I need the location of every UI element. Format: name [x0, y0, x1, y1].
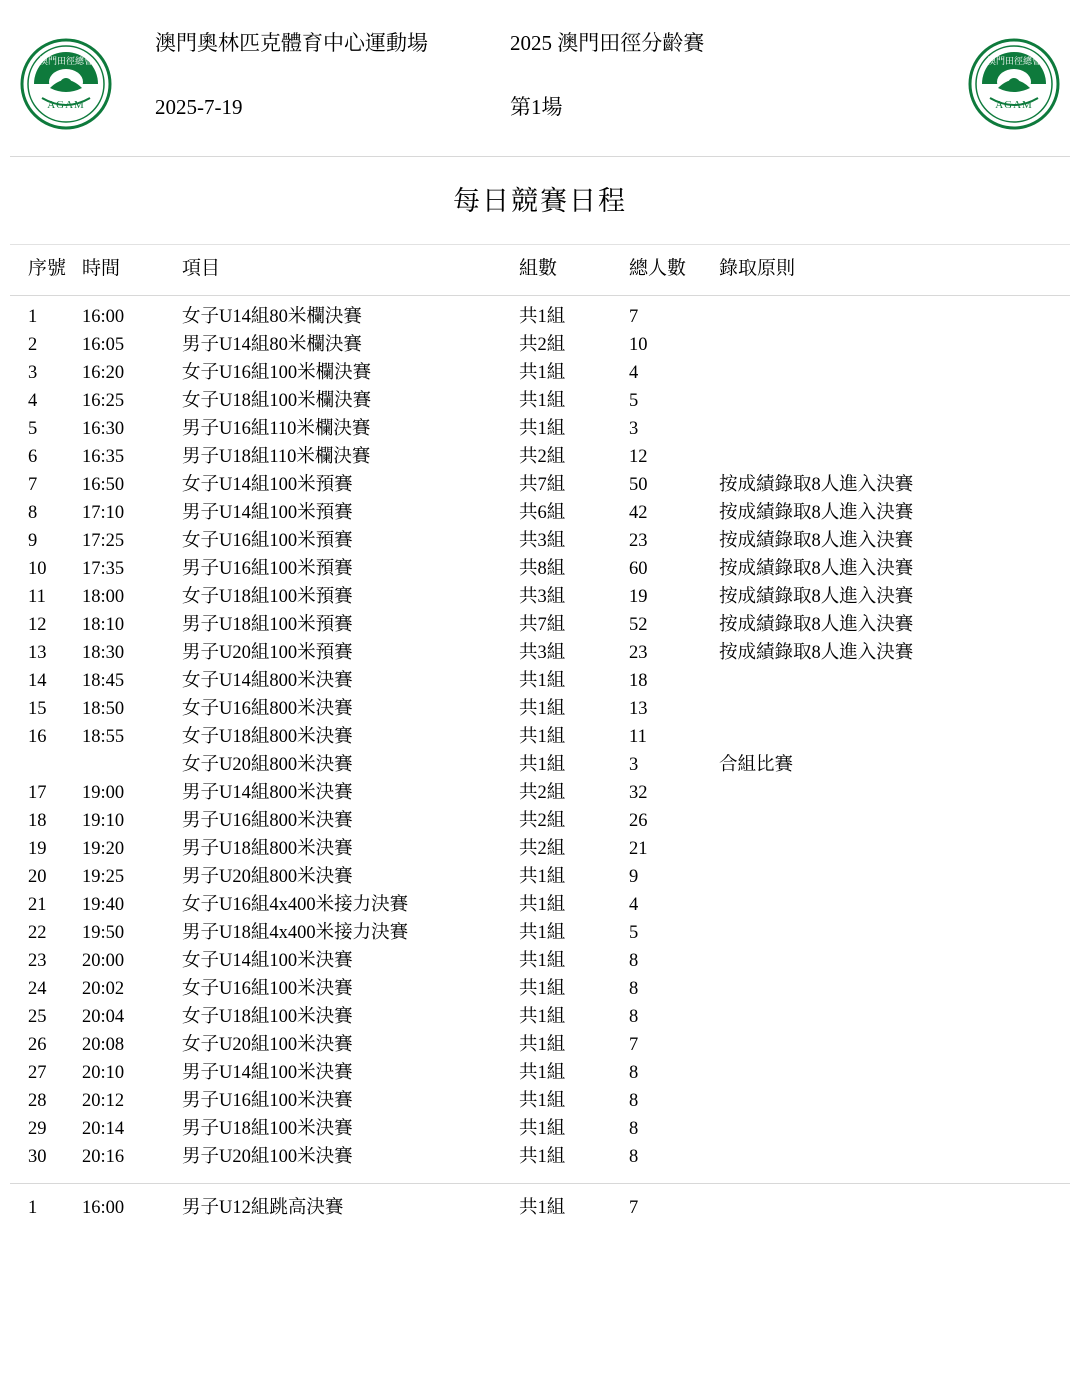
- cell-total: 52: [629, 615, 648, 635]
- cell-event: 女子U16組4x400米接力決賽: [182, 895, 409, 915]
- cell-groups: 共1組: [519, 979, 566, 999]
- cell-event: 女子U16組800米決賽: [182, 699, 353, 719]
- cell-time: 20:02: [82, 979, 125, 999]
- cell-total: 12: [629, 447, 648, 467]
- cell-total: 8: [629, 1007, 639, 1027]
- cell-event: 男子U16組800米決賽: [182, 811, 353, 831]
- cell-groups: 共3組: [519, 531, 566, 551]
- cell-total: 9: [629, 867, 639, 887]
- cell-event: 男子U16組110米欄決賽: [182, 419, 371, 439]
- cell-seq: 27: [28, 1063, 47, 1083]
- cell-groups: 共6組: [519, 503, 566, 523]
- table-row: [10, 443, 1070, 471]
- cell-total: 4: [629, 363, 639, 383]
- table-row: [10, 1003, 1070, 1031]
- cell-time: 19:10: [82, 811, 125, 831]
- cell-time: 17:25: [82, 531, 125, 551]
- cell-event: 男子U18組100米預賽: [182, 615, 353, 635]
- cell-groups: 共1組: [519, 727, 566, 747]
- cell-total: 23: [629, 643, 648, 663]
- table-row: [10, 947, 1070, 975]
- meet-name: 2025 澳門田徑分齡賽: [510, 31, 705, 55]
- cell-rule: [719, 667, 1070, 695]
- cell-time: 20:04: [82, 1007, 125, 1027]
- cell-rule: [719, 1031, 1070, 1059]
- section-separator-body: [10, 1171, 1070, 1194]
- venue-name: 澳門奧林匹克體育中心運動場: [155, 31, 428, 55]
- cell-seq: 16: [28, 727, 47, 747]
- cell-time: 18:10: [82, 615, 125, 635]
- cell-time: 20:00: [82, 951, 125, 971]
- cell-seq: [10, 751, 82, 779]
- agam-logo-left-icon: [20, 38, 112, 130]
- cell-groups: 共1組: [519, 1063, 566, 1083]
- table-header-separator: [10, 290, 1070, 303]
- cell-time: [82, 751, 174, 779]
- cell-event: 男子U14組100米決賽: [182, 1063, 353, 1083]
- table-row: [10, 891, 1070, 919]
- cell-rule: [719, 779, 1070, 807]
- cell-time: 19:20: [82, 839, 125, 859]
- page-title: 每日競賽日程: [453, 186, 627, 216]
- cell-event: 男子U14組100米預賽: [182, 503, 353, 523]
- cell-total: 5: [629, 391, 639, 411]
- cell-time: 18:00: [82, 587, 125, 607]
- table-row: [10, 499, 1070, 527]
- cell-rule: [719, 919, 1070, 947]
- table-row: [10, 1059, 1070, 1087]
- cell-total: 4: [629, 895, 639, 915]
- cell-groups: 共1組: [519, 391, 566, 411]
- cell-event: 女子U14組100米預賽: [182, 475, 353, 495]
- cell-total: 42: [629, 503, 648, 523]
- cell-event: 女子U20組100米決賽: [182, 1035, 353, 1055]
- cell-event: 女子U18組100米決賽: [182, 1007, 353, 1027]
- cell-seq: 8: [28, 503, 38, 523]
- cell-total: 7: [629, 307, 639, 327]
- cell-rule: [719, 1059, 1070, 1087]
- cell-rule: [719, 1194, 1070, 1222]
- cell-seq: 20: [28, 867, 47, 887]
- track-events-body: [10, 303, 1070, 1171]
- cell-time: 20:10: [82, 1063, 125, 1083]
- cell-event: 女子U14組80米欄決賽: [182, 307, 362, 327]
- cell-groups: 共1組: [519, 671, 566, 691]
- cell-event: 女子U16組100米決賽: [182, 979, 353, 999]
- cell-event: 女子U14組800米決賽: [182, 671, 353, 691]
- cell-time: 18:50: [82, 699, 125, 719]
- cell-seq: 4: [28, 391, 38, 411]
- table-row: [10, 807, 1070, 835]
- cell-event: 女子U18組100米預賽: [182, 587, 353, 607]
- cell-seq: 23: [28, 951, 47, 971]
- table-row: [10, 723, 1070, 751]
- table-row: [10, 387, 1070, 415]
- table-row: [10, 751, 1070, 779]
- cell-total: 3: [629, 755, 639, 775]
- cell-rule: 按成績錄取8人進入決賽: [719, 587, 914, 607]
- table-row: [10, 1143, 1070, 1171]
- column-header-time: 時間: [82, 258, 121, 279]
- cell-groups: 共2組: [519, 447, 566, 467]
- cell-event: 男子U18組100米決賽: [182, 1119, 353, 1139]
- cell-seq: 2: [28, 335, 38, 355]
- cell-total: 32: [629, 783, 648, 803]
- table-row: [10, 835, 1070, 863]
- cell-rule: [719, 891, 1070, 919]
- cell-seq: 25: [28, 1007, 47, 1027]
- cell-event: 女子U16組100米預賽: [182, 531, 353, 551]
- cell-event: 男子U14組80米欄決賽: [182, 335, 362, 355]
- table-row: [10, 611, 1070, 639]
- cell-rule: [719, 387, 1070, 415]
- cell-event: 男子U12組跳高決賽: [182, 1198, 344, 1218]
- cell-time: 16:30: [82, 419, 125, 439]
- agam-logo-right-icon: [968, 38, 1060, 130]
- cell-time: 16:25: [82, 391, 125, 411]
- cell-total: 7: [629, 1035, 639, 1055]
- header-row-venue-meet: [155, 26, 925, 60]
- cell-time: 16:20: [82, 363, 125, 383]
- column-header-groups: 組數: [519, 258, 558, 279]
- cell-total: 8: [629, 1091, 639, 1111]
- cell-rule: [719, 443, 1070, 471]
- cell-total: 13: [629, 699, 648, 719]
- cell-total: 23: [629, 531, 648, 551]
- cell-rule: 按成績錄取8人進入決賽: [719, 615, 914, 635]
- cell-groups: 共2組: [519, 335, 566, 355]
- cell-seq: 11: [28, 587, 46, 607]
- cell-seq: 5: [28, 419, 38, 439]
- cell-rule: [719, 415, 1070, 443]
- cell-time: 18:30: [82, 643, 125, 663]
- field-events-body: [10, 1194, 1070, 1222]
- cell-total: 8: [629, 951, 639, 971]
- cell-groups: 共1組: [519, 1119, 566, 1139]
- cell-event: 女子U20組800米決賽: [182, 755, 353, 775]
- cell-seq: 6: [28, 447, 38, 467]
- title-section: [10, 157, 1070, 238]
- cell-total: 8: [629, 1119, 639, 1139]
- column-header-seq: 序號: [28, 258, 67, 279]
- cell-seq: 9: [28, 531, 38, 551]
- column-header-total: 總人數: [629, 258, 687, 279]
- cell-groups: 共1組: [519, 1198, 566, 1218]
- cell-total: 7: [629, 1198, 639, 1218]
- cell-rule: [719, 807, 1070, 835]
- table-row: [10, 471, 1070, 499]
- table-row: [10, 975, 1070, 1003]
- cell-groups: 共1組: [519, 1147, 566, 1167]
- cell-seq: 22: [28, 923, 47, 943]
- cell-rule: [719, 975, 1070, 1003]
- table-row: [10, 919, 1070, 947]
- cell-event: 女子U18組800米決賽: [182, 727, 353, 747]
- table-row: [10, 639, 1070, 667]
- cell-groups: 共2組: [519, 811, 566, 831]
- cell-time: 20:08: [82, 1035, 125, 1055]
- cell-total: 10: [629, 335, 648, 355]
- header-text-block: [10, 26, 1070, 124]
- cell-time: 19:25: [82, 867, 125, 887]
- document-header: [10, 0, 1070, 150]
- cell-seq: 3: [28, 363, 38, 383]
- cell-time: 18:45: [82, 671, 125, 691]
- section-divider: [10, 1171, 1070, 1194]
- header-row-date-session: [155, 90, 925, 124]
- cell-total: 26: [629, 811, 648, 831]
- table-row: [10, 527, 1070, 555]
- cell-groups: 共2組: [519, 839, 566, 859]
- cell-total: 3: [629, 419, 639, 439]
- cell-seq: 1: [28, 307, 38, 327]
- cell-time: 16:05: [82, 335, 125, 355]
- cell-rule: [719, 695, 1070, 723]
- cell-groups: 共1組: [519, 755, 566, 775]
- table-row: [10, 331, 1070, 359]
- cell-seq: 19: [28, 839, 47, 859]
- cell-groups: 共1組: [519, 1035, 566, 1055]
- cell-seq: 29: [28, 1119, 47, 1139]
- cell-event: 男子U20組100米預賽: [182, 643, 353, 663]
- schedule-table: [10, 245, 1070, 1222]
- meet-date: 2025-7-19: [155, 95, 243, 119]
- cell-time: 19:00: [82, 783, 125, 803]
- table-row: [10, 1031, 1070, 1059]
- cell-seq: 18: [28, 811, 47, 831]
- cell-rule: 按成績錄取8人進入決賽: [719, 503, 914, 523]
- table-row: [10, 555, 1070, 583]
- cell-groups: 共3組: [519, 643, 566, 663]
- cell-groups: 共1組: [519, 1091, 566, 1111]
- cell-time: 20:12: [82, 1091, 125, 1111]
- cell-time: 18:55: [82, 727, 125, 747]
- cell-rule: [719, 863, 1070, 891]
- cell-event: 女子U16組100米欄決賽: [182, 363, 372, 383]
- table-row: [10, 1087, 1070, 1115]
- cell-time: 17:10: [82, 503, 125, 523]
- cell-time: 19:50: [82, 923, 125, 943]
- cell-time: 16:50: [82, 475, 125, 495]
- svg-text:澳門田徑總會: 澳門田徑總會: [38, 56, 94, 66]
- table-header-row: [10, 245, 1070, 290]
- cell-event: 男子U20組100米決賽: [182, 1147, 353, 1167]
- cell-rule: 合組比賽: [719, 755, 794, 775]
- svg-text:AGAM: AGAM: [995, 99, 1033, 111]
- cell-seq: 26: [28, 1035, 47, 1055]
- cell-seq: 7: [28, 475, 38, 495]
- cell-seq: 12: [28, 615, 47, 635]
- cell-groups: 共1組: [519, 419, 566, 439]
- cell-rule: 按成績錄取8人進入決賽: [719, 531, 914, 551]
- table-header: [10, 245, 1070, 303]
- cell-groups: 共1組: [519, 699, 566, 719]
- cell-total: 19: [629, 587, 648, 607]
- column-header-event: 項目: [182, 258, 221, 279]
- cell-seq: 10: [28, 559, 47, 579]
- cell-total: 11: [629, 727, 647, 747]
- session-number: 第1場: [510, 95, 563, 119]
- cell-rule: [719, 947, 1070, 975]
- cell-total: 50: [629, 475, 648, 495]
- cell-rule: 按成績錄取8人進入決賽: [719, 643, 914, 663]
- cell-groups: 共1組: [519, 923, 566, 943]
- cell-groups: 共1組: [519, 867, 566, 887]
- cell-groups: 共7組: [519, 615, 566, 635]
- table-row: [10, 583, 1070, 611]
- column-header-rule: 錄取原則: [719, 258, 796, 279]
- cell-time: 16:35: [82, 447, 125, 467]
- cell-total: 8: [629, 1063, 639, 1083]
- table-row: [10, 863, 1070, 891]
- cell-groups: 共2組: [519, 783, 566, 803]
- cell-seq: 15: [28, 699, 47, 719]
- cell-seq: 28: [28, 1091, 47, 1111]
- table-row: [10, 1115, 1070, 1143]
- cell-rule: [719, 1087, 1070, 1115]
- cell-event: 女子U14組100米決賽: [182, 951, 353, 971]
- cell-event: 女子U18組100米欄決賽: [182, 391, 372, 411]
- cell-groups: 共3組: [519, 587, 566, 607]
- table-row: [10, 695, 1070, 723]
- cell-rule: [719, 835, 1070, 863]
- cell-seq: 30: [28, 1147, 47, 1167]
- cell-total: 8: [629, 979, 639, 999]
- cell-rule: [719, 1143, 1070, 1171]
- cell-groups: 共1組: [519, 1007, 566, 1027]
- cell-rule: [719, 303, 1070, 331]
- cell-seq: 21: [28, 895, 47, 915]
- cell-seq: 24: [28, 979, 47, 999]
- table-row: [10, 359, 1070, 387]
- cell-total: 18: [629, 671, 648, 691]
- cell-rule: [719, 1003, 1070, 1031]
- cell-rule: [719, 1115, 1070, 1143]
- cell-seq: 1: [28, 1198, 38, 1218]
- table-row: [10, 779, 1070, 807]
- cell-rule: [719, 331, 1070, 359]
- cell-total: 8: [629, 1147, 639, 1167]
- table-row: [10, 415, 1070, 443]
- cell-time: 20:14: [82, 1119, 125, 1139]
- svg-text:澳門田徑總會: 澳門田徑總會: [986, 56, 1042, 66]
- cell-time: 19:40: [82, 895, 125, 915]
- cell-rule: 按成績錄取8人進入決賽: [719, 559, 914, 579]
- cell-total: 60: [629, 559, 648, 579]
- cell-time: 16:00: [82, 307, 125, 327]
- cell-groups: 共8組: [519, 559, 566, 579]
- cell-event: 男子U14組800米決賽: [182, 783, 353, 803]
- svg-text:AGAM: AGAM: [47, 99, 85, 111]
- cell-groups: 共1組: [519, 951, 566, 971]
- cell-event: 男子U16組100米預賽: [182, 559, 353, 579]
- cell-time: 16:00: [82, 1198, 125, 1218]
- cell-rule: [719, 359, 1070, 387]
- cell-total: 21: [629, 839, 648, 859]
- cell-groups: 共1組: [519, 363, 566, 383]
- cell-event: 男子U20組800米決賽: [182, 867, 353, 887]
- cell-time: 17:35: [82, 559, 125, 579]
- cell-seq: 13: [28, 643, 47, 663]
- cell-time: 20:16: [82, 1147, 125, 1167]
- cell-total: 5: [629, 923, 639, 943]
- cell-seq: 14: [28, 671, 47, 691]
- cell-event: 男子U16組100米決賽: [182, 1091, 353, 1111]
- cell-rule: [719, 723, 1070, 751]
- cell-event: 男子U18組800米決賽: [182, 839, 353, 859]
- table-row: [10, 303, 1070, 331]
- table-row: [10, 667, 1070, 695]
- cell-groups: 共1組: [519, 307, 566, 327]
- cell-groups: 共1組: [519, 895, 566, 915]
- cell-event: 男子U18組4x400米接力決賽: [182, 923, 409, 943]
- cell-event: 男子U18組110米欄決賽: [182, 447, 371, 467]
- cell-groups: 共7組: [519, 475, 566, 495]
- cell-seq: 17: [28, 783, 47, 803]
- cell-rule: 按成績錄取8人進入決賽: [719, 475, 914, 495]
- table-row: [10, 1194, 1070, 1222]
